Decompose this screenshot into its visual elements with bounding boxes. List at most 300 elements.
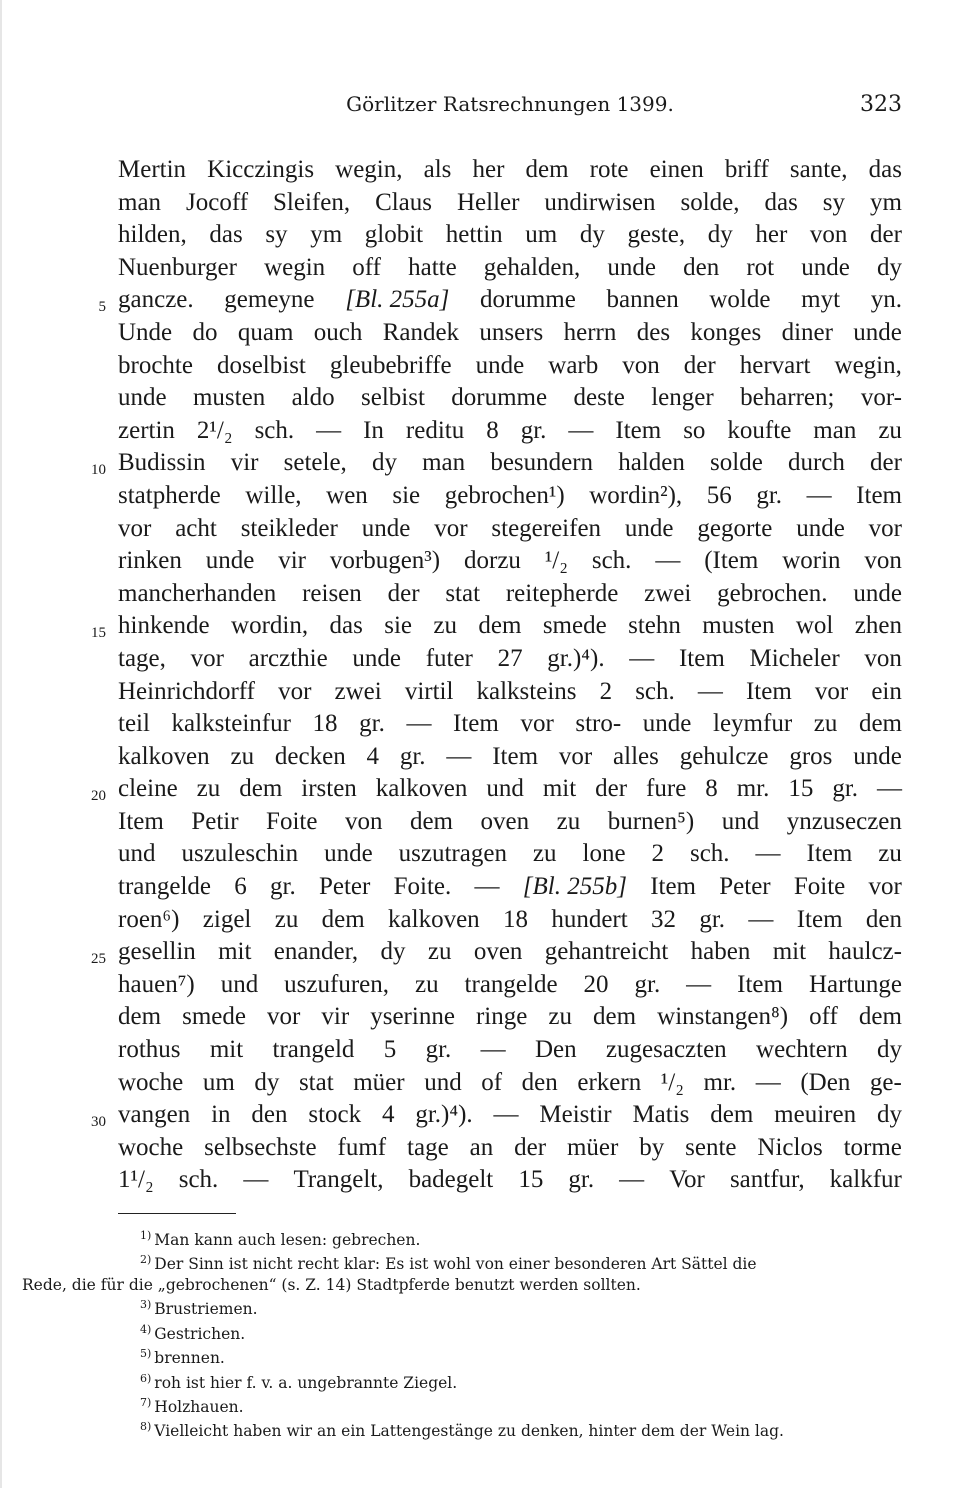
word: von <box>622 351 660 379</box>
footnote-marker: 8) <box>140 1420 152 1434</box>
word: Petir <box>191 807 239 835</box>
word: man <box>813 416 857 444</box>
footnote-text: Rede, die für die „gebrochenen“ (s. Z. 14) Stadtpferde benutzt werden sollten. <box>22 1275 641 1294</box>
footnote-text: Der Sinn ist nicht recht klar: Es ist wohl von einer besonderen Art Sättel die <box>154 1255 757 1274</box>
word: Foite <box>266 807 318 835</box>
text-line <box>91 936 902 969</box>
word: tage, <box>118 644 166 672</box>
word: dy <box>876 1036 902 1064</box>
word: Item <box>806 840 853 868</box>
word: gehalden, <box>483 253 581 281</box>
word: gr. <box>359 710 385 738</box>
text-line <box>118 643 902 676</box>
word: unde <box>642 710 692 738</box>
word: [Bl. 255b] <box>522 873 627 901</box>
word: gr. <box>756 481 783 509</box>
word: doselbist <box>216 351 306 379</box>
word: vor <box>520 710 554 738</box>
word: lone <box>582 840 626 868</box>
word: — <box>480 1036 506 1064</box>
word: zu <box>274 905 299 933</box>
word: geste, <box>627 221 686 249</box>
word: zu <box>230 742 255 770</box>
word: der <box>870 449 902 477</box>
word: vor <box>190 644 224 672</box>
word: vir <box>230 449 259 477</box>
word: das <box>764 188 798 216</box>
word: zu <box>878 416 902 444</box>
word: — <box>316 416 342 444</box>
word: tage <box>407 1133 449 1161</box>
word: lenger <box>651 384 714 412</box>
running-header <box>118 92 902 126</box>
word: gr.)⁴). <box>415 1101 473 1129</box>
text-line <box>118 219 902 252</box>
word: unde <box>352 644 401 672</box>
word: quam <box>237 318 294 346</box>
text-line <box>118 1034 902 1067</box>
word: 15 <box>518 1166 544 1194</box>
word: dem <box>409 807 453 835</box>
text-line <box>118 578 902 611</box>
word: den <box>521 1068 558 1096</box>
text-line <box>118 1164 902 1197</box>
word: briff <box>724 156 769 183</box>
word: teil <box>118 710 150 738</box>
word: solde <box>710 449 763 477</box>
text-line <box>91 1099 902 1132</box>
word: unde <box>624 514 674 542</box>
word: Sleifen, <box>273 188 351 216</box>
word: cleine <box>118 775 178 803</box>
word: — <box>686 970 712 998</box>
word: Item <box>745 677 792 705</box>
word: winstangen⁸) <box>657 1003 789 1031</box>
footnote-text: Vielleicht haben wir an ein Lattengestänge zu denken, hinter dem der Wein lag. <box>154 1422 784 1441</box>
word: musten <box>702 612 775 640</box>
word: Claus <box>375 188 433 216</box>
word: stat <box>445 579 481 607</box>
word: vor <box>558 742 593 770</box>
word: steikleder <box>240 514 338 542</box>
word: oven <box>480 807 530 835</box>
text-line <box>118 187 902 220</box>
text-line <box>118 415 902 448</box>
word: unde <box>853 579 902 607</box>
text-line <box>118 1067 902 1100</box>
word: zigel <box>202 905 252 933</box>
text-line <box>118 252 902 285</box>
word: — <box>806 481 832 509</box>
word: yn. <box>870 286 902 314</box>
line-number: 20 <box>91 788 106 805</box>
text-line <box>118 382 902 415</box>
word: und <box>118 840 156 868</box>
word: unde <box>475 351 525 379</box>
word: gr. <box>270 873 296 901</box>
word: Item <box>737 970 783 998</box>
word: gr.)⁴). <box>547 644 605 672</box>
footnote <box>22 1393 900 1417</box>
word: — <box>748 905 774 933</box>
text-line <box>118 1001 902 1034</box>
word: dem <box>239 775 283 803</box>
word: (Item <box>704 547 759 575</box>
line-number: 25 <box>91 951 106 968</box>
word: sch. <box>689 840 730 868</box>
word: gegorte <box>697 514 773 542</box>
word: aldo <box>291 384 335 412</box>
word: — <box>446 742 472 770</box>
word: vor <box>868 514 902 542</box>
text-line <box>118 545 902 578</box>
word: statpherde <box>118 481 221 509</box>
word: oven <box>473 938 523 966</box>
word: ge- <box>869 1068 902 1096</box>
word: Niclos <box>757 1133 823 1161</box>
word: bannen <box>606 286 679 314</box>
word: of <box>481 1068 503 1096</box>
word: dy <box>707 221 733 249</box>
word: vir <box>278 547 307 575</box>
word: den <box>865 905 902 933</box>
word: wegin, <box>335 156 403 183</box>
text-line <box>118 838 902 871</box>
word: zhen <box>854 612 902 640</box>
word: fumf <box>337 1133 387 1161</box>
line-number: 15 <box>91 625 106 642</box>
word: — <box>474 873 500 901</box>
word: haulcz- <box>828 938 902 966</box>
word: Matis <box>632 1101 690 1129</box>
word: dy <box>876 1101 902 1129</box>
footnote-text: brennen. <box>154 1349 225 1368</box>
word: reditu <box>405 416 465 444</box>
word: und <box>486 775 524 803</box>
word: Item <box>796 905 843 933</box>
text-line <box>98 284 902 317</box>
word: Item <box>492 742 539 770</box>
word: 1¹/₂ <box>118 1166 154 1194</box>
word: dorumme <box>480 286 576 314</box>
word: — <box>406 710 432 738</box>
word: 27 <box>497 644 523 672</box>
word: das <box>329 612 363 640</box>
word: zu <box>433 612 457 640</box>
word: mit <box>209 1036 244 1064</box>
word: gehulcze <box>679 742 769 770</box>
word: vor <box>868 873 902 901</box>
word: um <box>202 1068 235 1096</box>
word: — <box>493 1101 519 1129</box>
word: globit <box>364 221 424 249</box>
word: 20 <box>583 970 609 998</box>
word: ein <box>871 677 902 705</box>
word: hettin <box>445 221 503 249</box>
word: ¹/₂ <box>544 547 568 575</box>
word: unde <box>607 253 656 281</box>
word: wechtern <box>756 1036 848 1064</box>
word: 18 <box>503 905 528 933</box>
word: — <box>877 775 902 803</box>
word: stegereifen <box>491 514 602 542</box>
word: kalkoven <box>388 905 480 933</box>
word: unde <box>796 514 845 542</box>
word: dy <box>579 221 605 249</box>
word: gr. <box>399 742 426 770</box>
word: rinken <box>118 547 182 575</box>
word: uszufuren, <box>284 970 389 998</box>
word: woche <box>118 1068 184 1096</box>
word: hatte <box>408 253 457 281</box>
word: reitepherde <box>505 579 619 607</box>
word: — <box>655 547 681 575</box>
word: gebrochen. <box>717 579 828 607</box>
word: solde, <box>680 188 740 216</box>
word: 32 <box>651 905 677 933</box>
word: decken <box>274 742 346 770</box>
word: zugesaczten <box>605 1036 727 1064</box>
word: 8 <box>486 416 499 444</box>
word: vor <box>814 677 849 705</box>
word: ¹/₂ <box>660 1068 684 1096</box>
word: mit <box>772 938 807 966</box>
footnote-marker: 5) <box>140 1347 152 1361</box>
word: von <box>864 547 902 575</box>
word: sch. <box>635 677 675 705</box>
word: musten <box>192 384 266 412</box>
word: (Den <box>800 1068 851 1096</box>
word: myt <box>801 286 841 314</box>
word: — <box>619 1166 645 1194</box>
word: und <box>424 1068 462 1096</box>
word: 8 <box>705 775 718 803</box>
word: leymfur <box>713 710 793 738</box>
word: undirwisen <box>544 188 656 216</box>
word: an <box>469 1133 494 1161</box>
word: Item <box>678 644 725 672</box>
text-line <box>118 676 902 709</box>
footnote <box>22 1417 900 1441</box>
word: 18 <box>312 710 338 738</box>
word: sch. <box>178 1166 219 1194</box>
word: gr. <box>520 416 547 444</box>
word: Peter <box>318 873 371 901</box>
word: vir <box>321 1003 350 1031</box>
word: ringe <box>475 1003 528 1031</box>
footnote-text: Man kann auch lesen: gebrechen. <box>154 1231 421 1250</box>
word: irsten <box>301 775 357 803</box>
word: zwei <box>334 677 382 705</box>
word: Vor <box>669 1166 705 1194</box>
word: gesellin <box>118 938 196 966</box>
word: gr. <box>425 1036 452 1064</box>
word: burnen⁵) <box>607 807 695 835</box>
word: müer <box>566 1133 619 1161</box>
text-line <box>118 871 902 904</box>
word: Mertin <box>118 156 187 183</box>
word: Meistir <box>539 1101 612 1129</box>
word: sante, <box>789 156 848 183</box>
word: enander, <box>273 938 359 966</box>
word: woche <box>118 1133 184 1161</box>
word: und <box>721 807 760 835</box>
word: — <box>697 677 723 705</box>
word: ouch <box>313 318 363 346</box>
footnote <box>22 1344 900 1368</box>
word: gancze. <box>118 286 194 314</box>
word: 15 <box>788 775 814 803</box>
word: haben <box>690 938 751 966</box>
text-line <box>118 350 902 383</box>
word: unde <box>205 547 255 575</box>
word: torme <box>843 1133 902 1161</box>
word: des <box>636 318 671 346</box>
word: gebrochen¹) <box>444 481 565 509</box>
word: stehn <box>628 612 681 640</box>
word: dem <box>710 1101 754 1129</box>
word: kalksteins <box>476 677 577 705</box>
word: deste <box>573 384 625 412</box>
word: gros <box>789 742 833 770</box>
word: der <box>870 221 902 249</box>
word: dy <box>371 449 397 477</box>
word: herrn <box>563 318 617 346</box>
word: vor <box>118 514 152 542</box>
word: mancherhanden <box>118 579 277 607</box>
word: brochte <box>118 351 193 379</box>
page-edge <box>0 0 2 1488</box>
word: stro- <box>575 710 622 738</box>
footnote-marker: 4) <box>140 1322 152 1336</box>
footnote <box>22 1275 900 1295</box>
word: unde <box>801 253 850 281</box>
footnote <box>22 1369 900 1393</box>
word: Item <box>453 710 499 738</box>
word: 2 <box>651 840 665 868</box>
word: Randek <box>382 318 460 346</box>
word: von <box>344 807 383 835</box>
word: von <box>864 644 902 672</box>
text-line <box>118 480 902 513</box>
word: 56 <box>706 481 732 509</box>
word: vor- <box>860 384 902 412</box>
word: der <box>514 1133 547 1161</box>
word: Jocoff <box>186 188 249 216</box>
word: meuiren <box>774 1101 857 1129</box>
word: wolde <box>709 286 771 314</box>
word: wegin <box>264 253 326 281</box>
text-line <box>91 773 902 806</box>
word: das <box>209 221 243 249</box>
word: stat <box>298 1068 334 1096</box>
word: konges <box>690 318 762 346</box>
word: durch <box>787 449 845 477</box>
word: vor <box>267 1003 301 1031</box>
word: dy <box>876 253 902 281</box>
word: by <box>639 1133 665 1161</box>
word: Heller <box>456 188 520 216</box>
word: dorumme <box>451 384 548 412</box>
word: unde <box>324 840 373 868</box>
word: kalkoven <box>118 742 210 770</box>
line-number: 5 <box>98 299 106 316</box>
word: mit <box>218 938 252 966</box>
word: Item <box>118 807 164 835</box>
footnote <box>22 1250 900 1274</box>
footnote-marker: 2) <box>140 1253 152 1267</box>
word: Unde <box>118 318 173 346</box>
word: uszuleschin <box>181 840 299 868</box>
word: den <box>683 253 720 281</box>
word: In <box>363 416 384 444</box>
word: dy <box>254 1068 280 1096</box>
word: Item <box>650 873 697 901</box>
word: santfur, <box>729 1166 805 1194</box>
word: Peter <box>719 873 771 901</box>
word: müer <box>353 1068 405 1096</box>
word: — <box>755 840 781 868</box>
word: wordin²), <box>589 481 683 509</box>
word: futer <box>425 644 473 672</box>
word: Foite <box>793 873 846 901</box>
word: 5 <box>383 1036 397 1064</box>
word: sy <box>265 221 288 249</box>
word: stock <box>308 1101 362 1129</box>
word: ym <box>310 221 343 249</box>
word: einen <box>649 156 704 183</box>
word: wegin, <box>834 351 902 379</box>
word: do <box>192 318 218 346</box>
word: yserinne <box>370 1003 455 1031</box>
word: unde <box>853 742 902 770</box>
word: kalksteinfur <box>171 710 291 738</box>
word: zu <box>548 1003 572 1031</box>
word: zu <box>414 970 439 998</box>
word: zwei <box>644 579 692 607</box>
word: Budissin <box>118 449 206 477</box>
page-number: 323 <box>860 92 902 117</box>
footnote-marker: 6) <box>140 1371 152 1385</box>
word: vorbugen³) <box>329 547 441 575</box>
word: halden <box>618 449 685 477</box>
word: wen <box>326 481 368 509</box>
word: zu <box>532 840 557 868</box>
footnotes <box>22 1226 900 1442</box>
footnote-marker: 1) <box>140 1229 152 1242</box>
word: der <box>595 775 628 803</box>
word: dem <box>478 612 522 640</box>
word: smede <box>542 612 607 640</box>
word: hilden, <box>118 221 187 249</box>
word: sch. <box>254 416 295 444</box>
word: um <box>525 221 558 249</box>
word: 4 <box>366 742 380 770</box>
word: gr. <box>699 905 726 933</box>
word: unde <box>118 384 167 412</box>
word: wille, <box>245 481 302 509</box>
word: dem <box>525 156 569 183</box>
word: warb <box>548 351 599 379</box>
word: arczthie <box>248 644 328 672</box>
word: selbist <box>361 384 425 412</box>
word: dorzu <box>464 547 521 575</box>
footnote-rule <box>118 1213 236 1214</box>
word: wordin, <box>231 612 309 640</box>
word: hundert <box>551 905 628 933</box>
word: — <box>629 644 655 672</box>
word: Micheler <box>749 644 840 672</box>
